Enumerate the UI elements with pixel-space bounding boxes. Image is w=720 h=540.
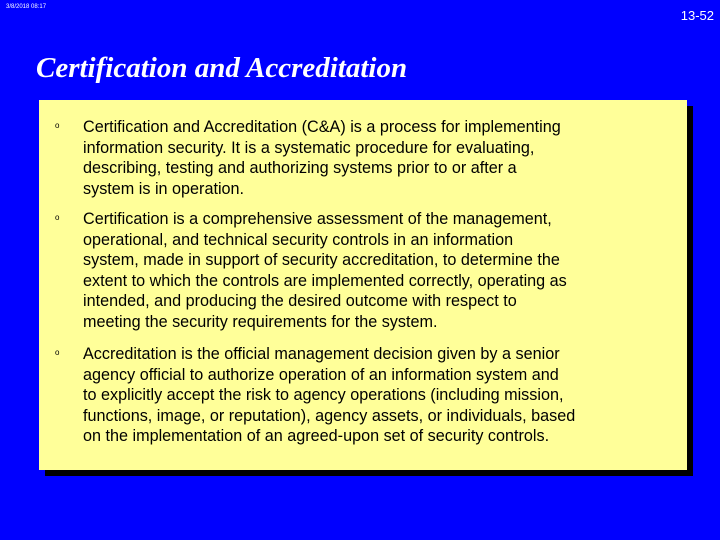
bullet-line: Certification and Accreditation (C&A) is a process for implementing	[83, 118, 561, 136]
slide-title: Certification and Accreditation	[36, 52, 408, 84]
bullet-line: agency official to authorize operation of an information system and	[83, 365, 559, 384]
content-box	[39, 100, 687, 470]
bullet-text	[83, 117, 683, 199]
bullet-marker: o	[55, 121, 60, 130]
bullet-line: system, made in support of security accreditation, to determine the	[83, 251, 560, 269]
bullet-marker: o	[55, 348, 60, 357]
timestamp: 3/8/2018 08:17	[6, 4, 47, 10]
bullet-line: describing, testing and authorizing systems prior to or after a	[83, 159, 517, 177]
bullet-line: on the implementation of an agreed-upon set of security controls.	[83, 427, 550, 445]
bullet-line: Accreditation is the official management decision given by a senior	[83, 345, 560, 363]
bullet-text	[83, 209, 683, 332]
bullet-line: to explicitly accept the risk to agency operations (including mission,	[83, 386, 564, 404]
bullet-line: system is in operation.	[83, 179, 245, 198]
bullet-line: operational, and technical security controls in an information	[83, 230, 514, 249]
bullet-line: extent to which the controls are implemented correctly, operating as	[83, 271, 567, 290]
bullet-line: intended, and producing the desired outcome with respect to	[83, 292, 517, 310]
bullet-marker: o	[55, 213, 60, 222]
bullet-line: Certification is a comprehensive assessment of the management,	[83, 210, 552, 228]
bullet-text	[83, 344, 683, 447]
bullet-line: information security. It is a systematic procedure for evaluating,	[83, 138, 535, 157]
slide-number: 13-52	[680, 8, 714, 23]
bullet-line: meeting the security requirements for the system.	[83, 312, 438, 331]
bullet-line: functions, image, or reputation), agency assets, or individuals, based	[83, 406, 576, 425]
